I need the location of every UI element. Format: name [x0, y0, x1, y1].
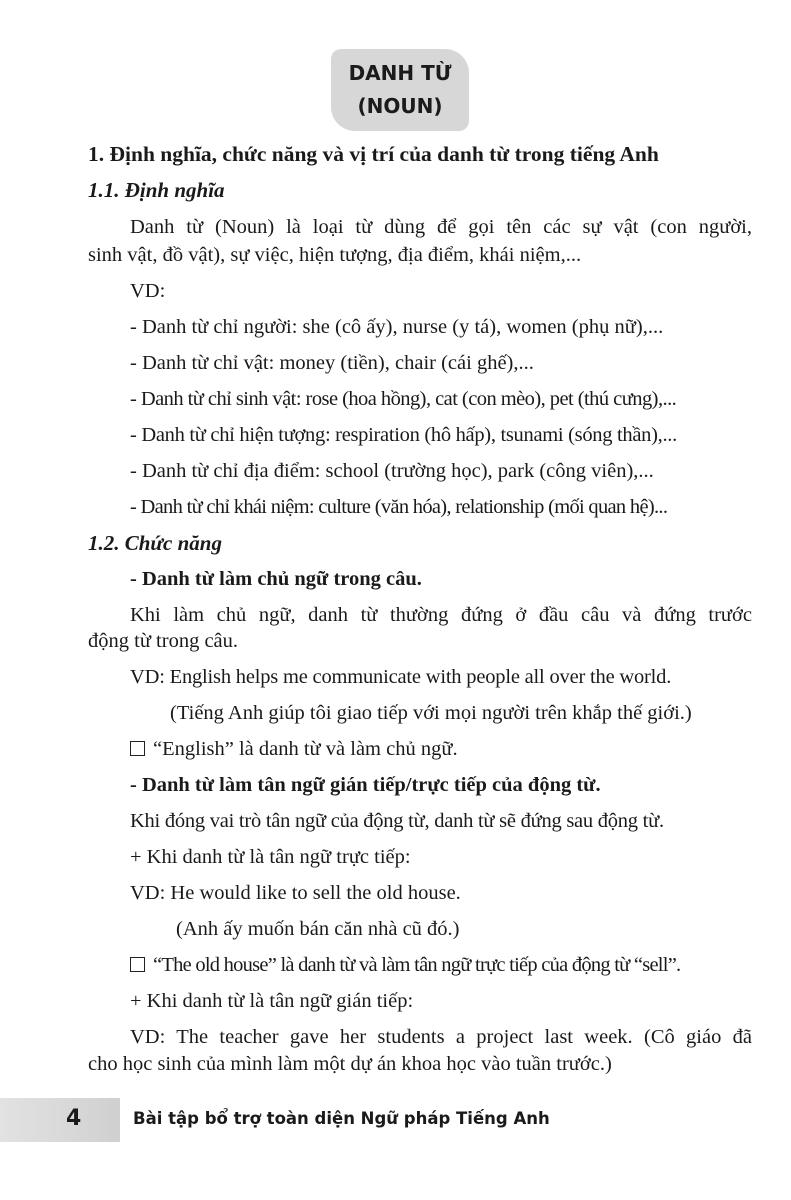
subject-example: VD: English helps me communicate with people all over the world.	[130, 666, 672, 688]
direct-object-example: VD: He would like to sell the old house.	[130, 882, 461, 904]
example-item: - Danh từ chỉ vật: money (tiền), chair (cái ghế),...	[130, 352, 534, 374]
subsection-heading-definition: 1.1. Định nghĩa	[88, 178, 225, 202]
chapter-title-line1: DANH TỪ	[348, 61, 452, 85]
chapter-title-line2: (NOUN)	[357, 94, 443, 118]
example-item: - Danh từ chỉ người: she (cô ấy), nurse (y tá), women (phụ nữ),...	[130, 316, 664, 338]
vd-label: VD:	[130, 280, 166, 302]
subject-function-title: - Danh từ làm chủ ngữ trong câu.	[130, 568, 422, 590]
object-function-title: - Danh từ làm tân ngữ gián tiếp/trực tiếp của động từ.	[130, 774, 601, 796]
section-heading: 1. Định nghĩa, chức năng và vị trí của danh từ trong tiếng Anh	[88, 142, 659, 166]
direct-object-note-text: “The old house” là danh từ và làm tân ngữ trực tiếp của động từ “sell”.	[153, 954, 681, 976]
subject-translation: (Tiếng Anh giúp tôi giao tiếp với mọi người trên khắp thế giới.)	[170, 702, 692, 724]
example-item: - Danh từ chỉ hiện tượng: respiration (hô hấp), tsunami (sóng thần),...	[130, 424, 677, 446]
indirect-object-label: + Khi danh từ là tân ngữ gián tiếp:	[130, 990, 414, 1012]
page-number: 4	[66, 1106, 82, 1131]
definition-paragraph-line2: sinh vật, đồ vật), sự việc, hiện tượng, địa điểm, khái niệm,...	[88, 244, 582, 266]
page-footer	[0, 1098, 791, 1142]
subject-paragraph-line1: Khi làm chủ ngữ, danh từ thường đứng ở đầu câu và đứng trước	[130, 604, 752, 626]
subject-note	[130, 736, 458, 762]
indirect-object-example-line2: cho học sinh của mình làm một dự án khoa học vào tuần trước.)	[88, 1053, 612, 1075]
example-item: - Danh từ chỉ địa điểm: school (trường học), park (công viên),...	[130, 460, 654, 482]
example-item: - Danh từ chỉ sinh vật: rose (hoa hồng), cat (con mèo), pet (thú cưng),...	[130, 388, 677, 410]
subject-note-text: “English” là danh từ và làm chủ ngữ.	[153, 738, 458, 760]
subsection-heading-function: 1.2. Chức năng	[88, 531, 222, 555]
chapter-title-box	[331, 49, 469, 131]
checkbox-square-icon	[130, 957, 145, 972]
direct-object-label: + Khi danh từ là tân ngữ trực tiếp:	[130, 846, 411, 868]
definition-paragraph-line1: Danh từ (Noun) là loại từ dùng để gọi tên các sự vật (con người,	[130, 216, 752, 238]
object-paragraph: Khi đóng vai trò tân ngữ của động từ, danh từ sẽ đứng sau động từ.	[130, 810, 664, 832]
example-item: - Danh từ chỉ khái niệm: culture (văn hóa), relationship (mối quan hệ)...	[130, 496, 668, 518]
direct-object-translation: (Anh ấy muốn bán căn nhà cũ đó.)	[176, 918, 460, 940]
indirect-object-example-line1: VD: The teacher gave her students a project last week. (Cô giáo đã	[130, 1026, 752, 1048]
footer-band	[0, 1098, 120, 1142]
direct-object-note	[130, 952, 680, 978]
checkbox-square-icon	[130, 741, 145, 756]
book-title: Bài tập bổ trợ toàn diện Ngữ pháp Tiếng Anh	[133, 1109, 550, 1128]
subject-paragraph-line2: động từ trong câu.	[88, 630, 239, 652]
